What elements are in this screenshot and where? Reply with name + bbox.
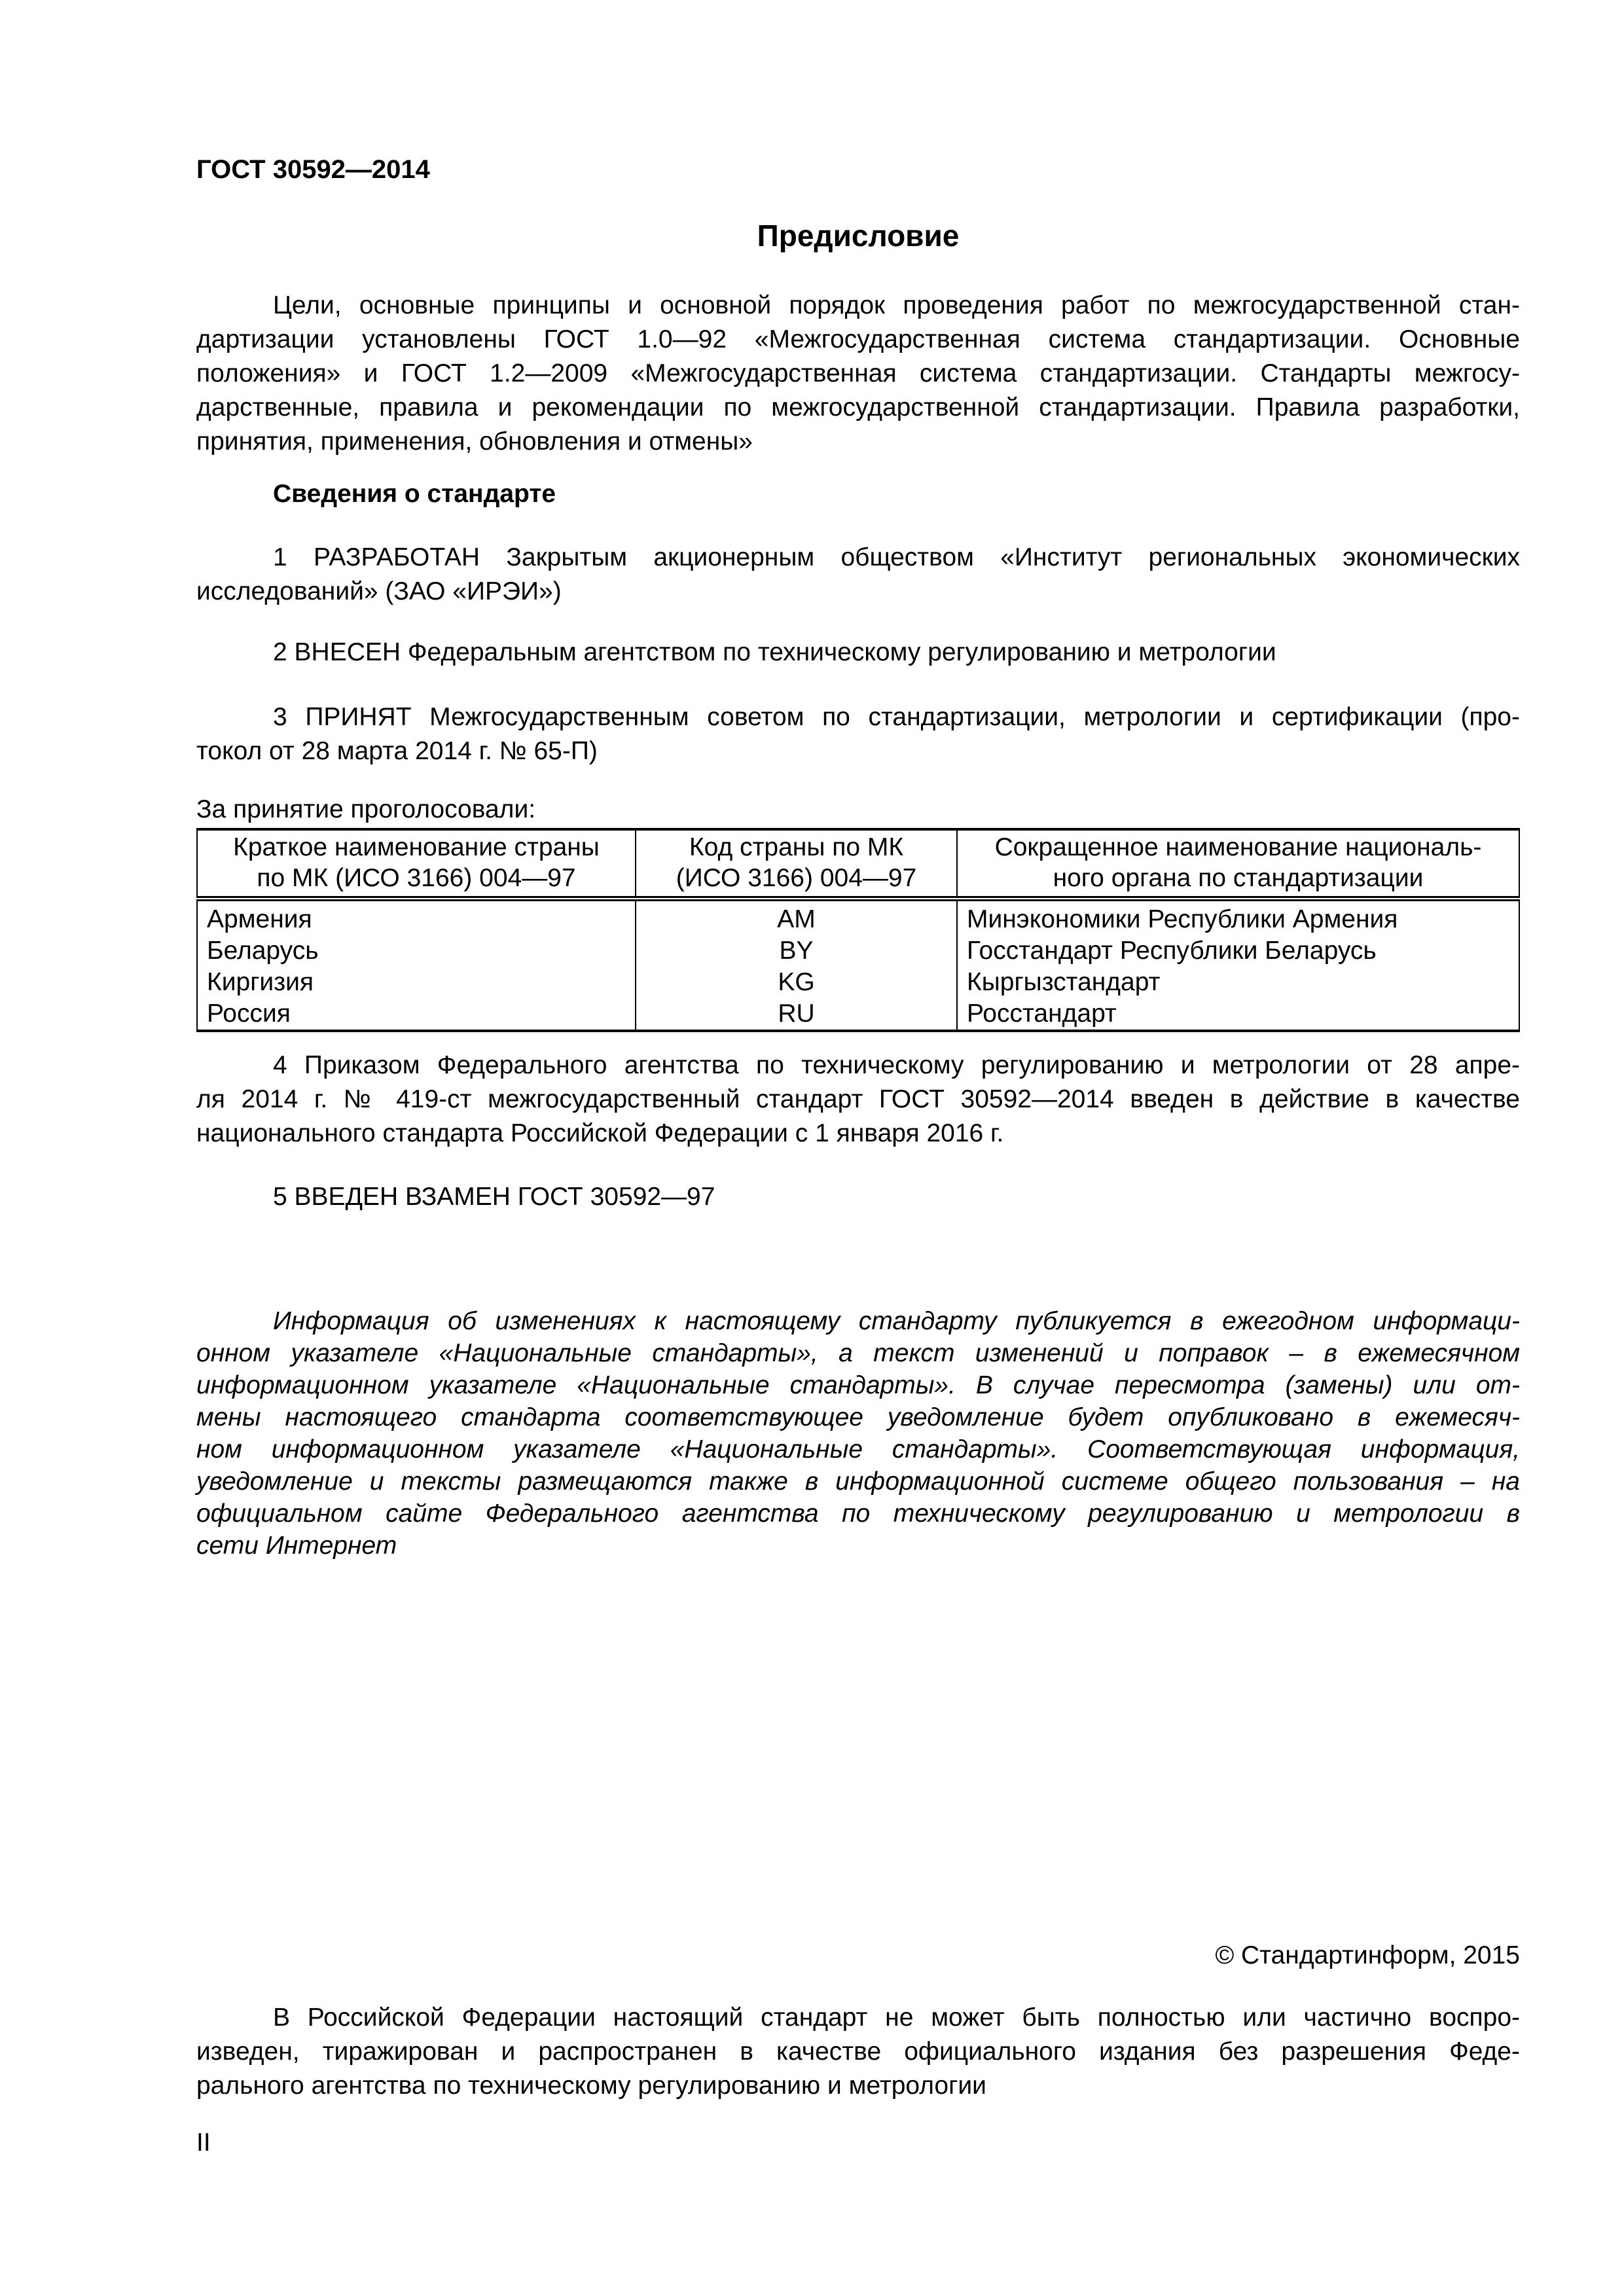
item-adopted: [196, 700, 1520, 768]
voted-label: За принятие проголосовали:: [196, 795, 536, 823]
item-developed: [196, 541, 1520, 609]
document-header: ГОСТ 30592—2014: [196, 155, 430, 184]
reproduction-notice: [196, 2001, 1520, 2103]
text-line: 1 РАЗРАБОТАН Закрытым акционерным обществом «Институт региональных экономических: [273, 543, 1520, 571]
table-row: [197, 967, 1519, 998]
copyright: © Стандартинформ, 2015: [1215, 1941, 1520, 1969]
table-row: [197, 935, 1519, 967]
text-line: положения» и ГОСТ 1.2—2009 «Межгосударственная система стандартизации. Стандарты межгосу-: [196, 359, 1520, 387]
body-cell: Росстандарт: [957, 998, 1519, 1031]
changes-info: [196, 1305, 1520, 1562]
item-order: [196, 1049, 1520, 1151]
section-title: Сведения о стандарте: [273, 480, 556, 508]
item-introduced: [196, 636, 1520, 670]
text-line: изведен, тиражирован и распространен в качестве официального издания без разрешения Феде-: [196, 2037, 1520, 2066]
country-cell: Армения: [197, 899, 636, 935]
text-line: ля 2014 г. № 419-ст межгосударственный стандарт ГОСТ 30592—2014 введен в действие в качестве: [196, 1085, 1520, 1113]
code-cell: AM: [636, 899, 957, 935]
code-cell: KG: [636, 967, 957, 998]
country-cell: Беларусь: [197, 935, 636, 967]
header-body: Сокращенное наименование националь-: [957, 829, 1519, 863]
header-country: Краткое наименование страны: [197, 829, 636, 863]
header-code: Код страны по МК: [636, 829, 957, 863]
text-line: 3 ПРИНЯТ Межгосударственным советом по стандартизации, метрологии и сертификации (про-: [273, 703, 1520, 731]
text-line: Информация об изменениях к настоящему стандарту публикуется в ежегодном информаци-: [273, 1307, 1520, 1335]
text-line: В Российской Федерации настоящий стандарт не может быть полностью или частично воспро-: [273, 2003, 1520, 2032]
intro-paragraph: [196, 289, 1520, 459]
voting-table: [196, 828, 1520, 1032]
body-cell: Минэкономики Республики Армения: [957, 899, 1519, 935]
text-line: сети Интернет: [196, 1532, 397, 1560]
body-cell: Госстандарт Республики Беларусь: [957, 935, 1519, 967]
code-cell: BY: [636, 935, 957, 967]
text-line: рального агентства по техническому регулированию и метрологии: [196, 2072, 986, 2100]
text-line: 5 ВВЕДЕН ВЗАМЕН ГОСТ 30592—97: [273, 1183, 715, 1211]
text-line: национального стандарта Российской Федерации с 1 января 2016 г.: [196, 1119, 1004, 1147]
country-cell: Россия: [197, 998, 636, 1031]
text-line: онном указателе «Национальные стандарты», а текст изменений и поправок – в ежемесячном: [196, 1339, 1520, 1367]
text-line: информационном указателе «Национальные стандарты». В случае пересмотра (замены) или от-: [196, 1371, 1520, 1399]
body-cell: Кыргызстандарт: [957, 967, 1519, 998]
header-body-2: ного органа по стандартизации: [957, 863, 1519, 899]
text-line: Цели, основные принципы и основной порядок проведения работ по межгосударственной стан-: [273, 291, 1520, 319]
text-line: официальном сайте Федерального агентства по техническому регулированию и метрологии в: [196, 1499, 1520, 1528]
table-row: [197, 998, 1519, 1031]
page-title: Предисловие: [757, 219, 960, 253]
table-row: [197, 899, 1519, 935]
text-line: мены настоящего стандарта соответствующее уведомление будет опубликовано в ежемесяч-: [196, 1403, 1520, 1431]
text-line: принятия, применения, обновления и отмены»: [196, 427, 753, 456]
page-number: II: [196, 2128, 211, 2157]
item-replaces: [196, 1180, 1520, 1214]
text-line: исследований» (ЗАО «ИРЭИ»): [196, 577, 562, 605]
text-line: 4 Приказом Федерального агентства по техническому регулированию и метрологии от 28 апре-: [273, 1051, 1520, 1079]
text-line: токол от 28 марта 2014 г. № 65-П): [196, 737, 598, 765]
code-cell: RU: [636, 998, 957, 1031]
header-code-2: (ИСО 3166) 004—97: [636, 863, 957, 899]
header-country-2: по МК (ИСО 3166) 004—97: [197, 863, 636, 899]
text-line: ном информационном указателе «Национальные стандарты». Соответствующая информация,: [196, 1435, 1520, 1463]
text-line: уведомление и тексты размещаются также в информационной системе общего пользования – на: [196, 1467, 1520, 1496]
text-line: дарственные, правила и рекомендации по межгосударственной стандартизации. Правила разработки,: [196, 393, 1520, 422]
text-line: 2 ВНЕСЕН Федеральным агентством по техническому регулированию и метрологии: [273, 638, 1276, 666]
text-line: дартизации установлены ГОСТ 1.0—92 «Межгосударственная система стандартизации. Основные: [196, 325, 1520, 353]
country-cell: Киргизия: [197, 967, 636, 998]
